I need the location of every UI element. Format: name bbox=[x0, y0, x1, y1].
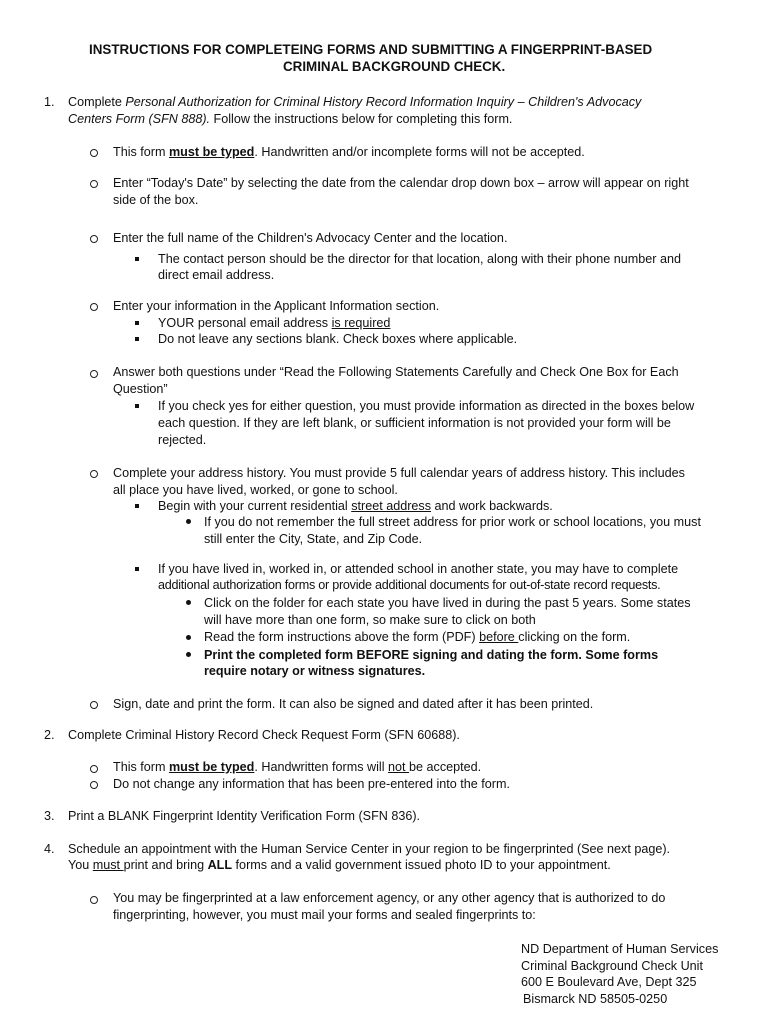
s1-item-6-dot-2: Click on the folder for each state you have lived in during the past 5 years. Some states bbox=[204, 596, 691, 610]
s1-item-5-line-2: Question” bbox=[113, 382, 168, 396]
square-bullet-icon bbox=[135, 257, 139, 261]
s1-item-5-sub-1: If you check yes for either question, you must provide information as directed in the boxes below bbox=[158, 399, 695, 413]
square-bullet-icon bbox=[135, 567, 139, 571]
address-line-3: 600 E Boulevard Ave, Dept 325 bbox=[521, 975, 697, 989]
circle-bullet-icon bbox=[90, 765, 98, 773]
s2-not: not bbox=[388, 760, 410, 774]
s1-item-6-dot-4b: require notary or witness signatures. bbox=[204, 664, 426, 678]
address-line-2: Criminal Background Check Unit bbox=[521, 959, 703, 973]
s1-item-6-dot-1: If you do not remember the full street address for prior work or school locations, you must bbox=[204, 515, 701, 529]
circle-bullet-icon bbox=[90, 149, 98, 157]
s2-i1c: . Handwritten forms will bbox=[254, 760, 389, 774]
section-3-line-1: Print a BLANK Fingerprint Identity Verification Form (SFN 836). bbox=[68, 809, 421, 823]
s4-must: must bbox=[92, 858, 124, 872]
s4-l2e: forms and a valid government issued photo ID to your appointment. bbox=[232, 858, 611, 872]
s1-i4-s1a: YOUR personal email address bbox=[158, 316, 332, 330]
s1-i6-street-address: street address bbox=[351, 499, 432, 513]
square-bullet-icon bbox=[135, 404, 139, 408]
s2-i1e: be accepted. bbox=[409, 760, 482, 774]
address-line-1: ND Department of Human Services bbox=[521, 942, 719, 956]
square-bullet-icon bbox=[135, 504, 139, 508]
s4-l2a: You bbox=[68, 858, 93, 872]
s1-i6-d3c: clicking on the form. bbox=[518, 630, 631, 644]
s1-item-6-line-1: Complete your address history. You must provide 5 full calendar years of address history. This includes bbox=[113, 466, 685, 480]
dot-bullet-icon bbox=[186, 519, 191, 524]
s1-item-2-line-2: side of the box. bbox=[113, 193, 199, 207]
section-4-line-2 bbox=[68, 857, 611, 874]
s1-i6-before: before bbox=[479, 630, 519, 644]
s4-item-1b: fingerprinting, however, you must mail your forms and sealed fingerprints to: bbox=[113, 908, 536, 922]
s1-i6-s1a: Begin with your current residential bbox=[158, 499, 352, 513]
circle-bullet-icon bbox=[90, 370, 98, 378]
circle-bullet-icon bbox=[90, 781, 98, 789]
s4-l2c: print and bring bbox=[123, 858, 208, 872]
dot-bullet-icon bbox=[186, 600, 191, 605]
s1-item-2-line-1: Enter “Today's Date” by selecting the date from the calendar drop down box – arrow will appear on right bbox=[113, 176, 689, 190]
dot-bullet-icon bbox=[186, 635, 191, 640]
s2-item-2: Do not change any information that has been pre-entered into the form. bbox=[113, 777, 510, 791]
s4-item-1: You may be fingerprinted at a law enforcement agency, or any other agency that is authorized to do bbox=[113, 891, 666, 905]
s1-item-4-sub-2: Do not leave any sections blank. Check boxes where applicable. bbox=[158, 332, 518, 346]
circle-bullet-icon bbox=[90, 303, 98, 311]
s1-item-4-sub-1 bbox=[158, 315, 390, 332]
section-4-line-1: Schedule an appointment with the Human Service Center in your region to be fingerprinted (See next page). bbox=[68, 842, 671, 856]
s1-item-6-line-2: all place you have lived, worked, or gone to school. bbox=[113, 483, 398, 497]
s1-item-3-sub-1b: direct email address. bbox=[158, 268, 275, 282]
s1-item-1 bbox=[113, 144, 585, 161]
s1-i4-required: is required bbox=[331, 316, 391, 330]
s1-i1-a: This form bbox=[113, 145, 169, 159]
s1-item-6-sub-2: If you have lived in, worked in, or attended school in another state, you may have to complete bbox=[158, 562, 679, 576]
sfn888-form-name: Personal Authorization for Criminal History Record Information Inquiry – Children's Advocacy bbox=[125, 95, 642, 109]
address-line-4: Bismarck ND 58505-0250 bbox=[523, 992, 668, 1006]
s1-i1-emphasis: must be typed bbox=[168, 145, 255, 159]
s4-all: ALL bbox=[207, 858, 233, 872]
s1-i6-s1c: and work backwards. bbox=[431, 499, 553, 513]
s1-complete: Complete bbox=[68, 95, 126, 109]
section-2-line-1: Complete Criminal History Record Check Request Form (SFN 60688). bbox=[68, 728, 460, 742]
section-4-number: 4. bbox=[44, 842, 55, 856]
s1-item-3-line-1: Enter the full name of the Children's Advocacy Center and the location. bbox=[113, 231, 508, 245]
s1-item-6-sub-2b: additional authorization forms or provide additional documents for out-of-state record requests. bbox=[158, 578, 661, 592]
title-line-1: INSTRUCTIONS FOR COMPLETEING FORMS AND SUBMITTING A FINGERPRINT-BASED bbox=[89, 42, 653, 57]
circle-bullet-icon bbox=[90, 896, 98, 904]
circle-bullet-icon bbox=[90, 701, 98, 709]
s1-item-6-sub-1 bbox=[158, 498, 553, 515]
s1-item-6-dot-4: Print the completed form BEFORE signing and dating the form. Some forms bbox=[204, 648, 659, 662]
s1-item-6-dot-1b: still enter the City, State, and Zip Code. bbox=[204, 532, 423, 546]
circle-bullet-icon bbox=[90, 180, 98, 188]
s1-i1-c: . Handwritten and/or incomplete forms will not be accepted. bbox=[254, 145, 585, 159]
s1-item-3-sub-1: The contact person should be the director for that location, along with their phone number and bbox=[158, 252, 681, 266]
section-3-number: 3. bbox=[44, 809, 55, 823]
s1-i6-d3a: Read the form instructions above the form (PDF) bbox=[204, 630, 480, 644]
s1-item-4-line-1: Enter your information in the Applicant Information section. bbox=[113, 299, 440, 313]
s2-must-be-typed: must be typed bbox=[168, 760, 255, 774]
s1-item-5-sub-1b: each question. If they are left blank, or sufficient information is not provided your form will be bbox=[158, 416, 671, 430]
section-1-number: 1. bbox=[44, 95, 55, 109]
s1-item-6-dot-3 bbox=[204, 629, 630, 646]
square-bullet-icon bbox=[135, 321, 139, 325]
s1-item-5-sub-1c: rejected. bbox=[158, 433, 207, 447]
dot-bullet-icon bbox=[186, 652, 191, 657]
s1-item-7: Sign, date and print the form. It can also be signed and dated after it has been printed. bbox=[113, 697, 594, 711]
sfn888-form-name-2: Centers Form (SFN 888). bbox=[68, 112, 211, 126]
s1-item-5-line-1: Answer both questions under “Read the Following Statements Carefully and Check One Box for Each bbox=[113, 365, 679, 379]
section-2-number: 2. bbox=[44, 728, 55, 742]
circle-bullet-icon bbox=[90, 235, 98, 243]
s1-follow: Follow the instructions below for completing this form. bbox=[210, 112, 513, 126]
s2-item-1 bbox=[113, 759, 481, 776]
section-1-line-2 bbox=[68, 111, 512, 128]
circle-bullet-icon bbox=[90, 470, 98, 478]
section-1-line-1 bbox=[68, 94, 641, 111]
square-bullet-icon bbox=[135, 337, 139, 341]
s1-item-6-dot-2b: will have more than one form, so make sure to click on both bbox=[204, 613, 536, 627]
s2-i1a: This form bbox=[113, 760, 169, 774]
title-line-2: CRIMINAL BACKGROUND CHECK. bbox=[283, 59, 506, 74]
